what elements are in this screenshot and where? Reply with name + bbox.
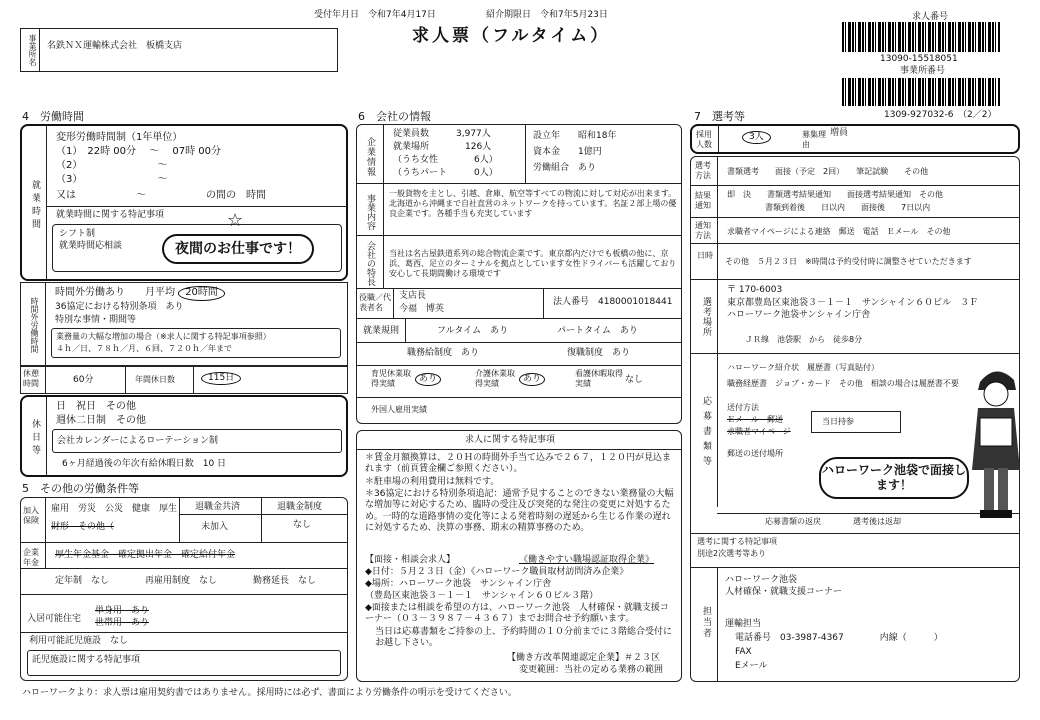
childcare-leave: あり xyxy=(415,373,441,386)
annual-holidays-label: 年間休日数 xyxy=(135,375,175,384)
work-hours-box xyxy=(20,124,348,281)
housing-family: 世帯用 あり xyxy=(95,618,150,628)
bring-box xyxy=(811,411,901,433)
date-label: 日時 xyxy=(697,251,713,260)
parttime-employees: （うちパート 0人） xyxy=(393,168,498,178)
labor-union: 労働組合 あり xyxy=(533,163,597,173)
special-note-11: 変更範囲：当社の定める業務の範囲 xyxy=(519,665,664,675)
employees: 従業員数 3,977人 xyxy=(393,129,491,139)
overtime-label: 時間外労働時間 xyxy=(30,297,39,353)
holiday-label: 休日等 xyxy=(30,418,40,458)
housing-label: 入居可能住宅 xyxy=(27,614,82,624)
business-description: 一般貨物を主とし、引越、倉庫、航空等すべての物流に対して対応が出来ます。北海道から沖縄まで自社直営のネットワークを持っています。名証２部上場の優良企業です。各種手当も充実しています xyxy=(389,189,677,218)
address-2: ハローワーク池袋サンシャイン庁舎 xyxy=(727,310,871,320)
interview-bubble: ハローワーク池袋で面接します！ xyxy=(819,457,969,499)
features-label: 会社の特長 xyxy=(365,240,375,286)
section4-title: 4 労働時間 xyxy=(22,110,84,123)
representative-name: 今福 博英 xyxy=(399,304,445,314)
special-note-9: 当日は応募書類をご持参の上、予約時間の１０分前までに３階総合受付にお越し下さい。 xyxy=(375,627,673,649)
special-note-2: ＊駐車場の利用費用は無料です。 xyxy=(365,477,500,487)
retirement-system-label: 退職金制度 xyxy=(277,502,323,512)
shift-or: 又は ～ の間の 時間 xyxy=(56,190,266,201)
workplace-employees: 就業場所 126人 xyxy=(393,142,492,152)
representative-title: 支店長 xyxy=(399,291,427,301)
docs-1: ハローワーク紹介状 履歴書（写真貼付） xyxy=(727,363,879,372)
housing-single: 単身用 あり xyxy=(95,606,150,616)
docs-return: 応募書類の返戻 選考後は返却 xyxy=(765,517,901,526)
overtime-hours: 20時間 xyxy=(178,286,225,301)
pension-items: 厚生年金基金 確定拠出年金 確定給付年金 xyxy=(55,550,236,560)
shift-3: （3） ～ xyxy=(56,174,168,185)
send-label: 送付方法 xyxy=(727,403,759,412)
special-note-8: ◆面接または相談を希望の方は、ハローワーク池袋 人材確保・就職支援コーナー（０３－３９８７－４３６７）までお問合せ予約願います。 xyxy=(365,603,669,625)
shift-2: （2） ～ xyxy=(56,160,168,171)
break-value: 60分 xyxy=(73,375,94,385)
night-work-bubble: 夜間のお仕事です！ xyxy=(162,234,314,264)
holiday-2: 週休二日制 その他 xyxy=(56,415,146,426)
send-1: Ｅメール 郵送 xyxy=(727,415,783,424)
facility-special: 託児施設に関する特記事項 xyxy=(32,655,141,665)
retirement-age: 定年制 なし 再雇用制度 なし 勤務延長 なし xyxy=(55,576,317,586)
selection-method: 書類選考 面接（予定 2回） 筆記試験 その他 xyxy=(727,167,929,176)
result-1: 即 決 書類選考結果通知 面接選考結果通知 その他 xyxy=(727,190,943,199)
post-address: 郵送の送付場所 xyxy=(727,449,783,458)
footer-note: ハローワークより：求人票は雇用契約書ではありません。採用時には必ず、書面により労働条件の明示を受けてください。 xyxy=(22,688,517,698)
overtime-box-1: 業務量の大幅な増加の場合（※求人に関する特記事項参照） xyxy=(56,332,271,341)
variable-hours: 変形労働時間制（1年単位） xyxy=(56,132,183,143)
special-note-1: ＊賃金月額換算は、２０Ｈの時間外手当て込みで２６７，１２０円が見込まれます（前頁賃金欄ご参照ください）。 xyxy=(365,453,672,475)
founded-year: 設立年 昭和18年 xyxy=(533,131,617,141)
special-note-4b: 《働きやすい職場認証取得企業》 xyxy=(519,555,655,565)
corporate-number: 法人番号 4180001018441 xyxy=(553,297,673,307)
business-label: 事業内容 xyxy=(365,194,375,230)
overtime-box xyxy=(20,282,348,366)
special-note-7: （豊島区東池袋３－１－１ サンシャイン６０ビル３階） xyxy=(365,591,599,601)
nursing-leave: なし xyxy=(625,375,644,385)
special-note-10: 【働き方改革関連認定企業】＃２３区 xyxy=(507,653,661,663)
result-label: 結果通知 xyxy=(695,191,711,210)
hours-special-label: 就業時間に関する特記事項 xyxy=(56,210,165,220)
overtime-special-box xyxy=(51,328,341,358)
postal-code: 〒 170-6003 xyxy=(727,285,783,295)
staff: 運輸担当 xyxy=(725,619,762,629)
holiday-special-box xyxy=(52,429,342,453)
shift-1: （1） 22時 00分 ～ 07時 00分 xyxy=(56,146,221,157)
overtime-box-2: ４ｈ／日、７８ｈ／月、６回、７２０ｈ／年まで xyxy=(56,344,232,353)
nursing-leave-label: 看護休暇取得実績 xyxy=(575,369,623,388)
notify-method: 求職者マイページによる連絡 郵送 電話 Ｅメール その他 xyxy=(727,227,951,236)
docs-2: 職務経歴書 ジョブ・カード その他 相談の場合は履歴書不要 xyxy=(727,379,959,388)
work-rules-full: フルタイム あり xyxy=(437,326,509,336)
selection-special-label: 選考に関する特記事項 xyxy=(697,537,777,546)
childcare-leave-label: 育児休業取得実績 xyxy=(371,369,411,388)
office-number-label: 事業所番号 xyxy=(900,66,946,76)
overtime-36: 36協定における特別条項 あり xyxy=(55,302,184,312)
page-title: 求人票（フルタイム） xyxy=(412,26,611,46)
facility-special-box xyxy=(27,650,341,676)
company-name-box xyxy=(20,28,338,72)
section5-title: 5 その他の労働条件等 xyxy=(22,482,139,495)
pension-label: 企業年金 xyxy=(23,548,39,567)
holiday-box xyxy=(20,395,348,477)
hours-special-1: シフト制 xyxy=(59,229,96,239)
break-label: 休憩時間 xyxy=(23,369,39,388)
reason: 増員 xyxy=(830,128,849,138)
method-label: 選考方法 xyxy=(695,161,711,180)
insurance-label: 加入保険 xyxy=(23,506,39,525)
insurance-items: 雇用 労災 公災 健康 厚生 xyxy=(51,504,178,514)
access: ＪＲ線 池袋駅 から 徒歩8分 xyxy=(745,335,863,344)
duty-pay-system: 職務給制度 あり xyxy=(407,348,480,358)
phone: 電話番号 03-3987-4367 内線（ ） xyxy=(735,633,943,643)
staff-illustration xyxy=(966,360,1026,526)
docs-label: 応募書類等 xyxy=(701,395,711,471)
special-note-5: ◆日付：５月２３日（金）《ハローワーク職員取材訪問済み企業》 xyxy=(365,567,629,577)
job-number-barcode xyxy=(842,22,1000,52)
work-rules-label: 就業規則 xyxy=(363,326,400,336)
office-section: 人材確保・就職支援コーナー xyxy=(725,587,843,597)
bring-in-person: 当日持参 xyxy=(822,417,854,426)
office-name: ハローワーク池袋 xyxy=(725,575,798,585)
star-icon: ☆ xyxy=(227,210,244,231)
special-note-4: 【面接・相談会求人】 xyxy=(365,555,456,565)
hire-count-box xyxy=(690,124,1020,154)
result-2: 書類到着後 日以内 面接後 7日以内 xyxy=(765,203,931,212)
email: Eメール xyxy=(735,661,768,671)
expiry-date: 紹介期限日 令和7年5月23日 xyxy=(486,10,608,20)
company-info-box xyxy=(356,124,682,424)
capital: 資本金 1億円 xyxy=(533,147,602,157)
company-features: 当社は名古屋鉄道系列の総合物流企業です。東京都内だけでも板橋の他に、京浜、葛西、足立のターミナルを拠点としています女性ドライバーも活躍しており安心して長期間働ける環境です xyxy=(389,249,677,278)
job-number: 13090-15518051 xyxy=(880,54,958,64)
special-note-6: ◆場所：ハローワーク池袋 サンシャイン庁舎 xyxy=(365,579,552,589)
retirement-mutual-value: 未加入 xyxy=(201,522,229,532)
notify-label: 通知方法 xyxy=(695,221,711,240)
overtime-line: 時間外労働あり 月平均 20時間 xyxy=(55,286,225,301)
section7-title: 7 選考等 xyxy=(694,110,745,123)
reason-label: 募集理由 xyxy=(802,130,826,149)
received-date: 受付年月日 令和7年4月17日 xyxy=(314,10,436,20)
charge-label: 担当者 xyxy=(701,605,711,639)
annual-holidays: 115日 xyxy=(201,372,241,385)
special-notes-box xyxy=(356,430,682,682)
shift-label: 就業時間 xyxy=(30,180,40,232)
address-1: 東京都豊島区東池袋３－１－１ サンシャイン６０ビル ３Ｆ xyxy=(727,298,979,308)
other-conditions-box xyxy=(20,497,348,681)
overtime-special: 特別な事情・期間等 xyxy=(55,315,137,325)
care-leave-label: 介護休業取得実績 xyxy=(475,369,515,388)
retirement-mutual-label: 退職金共済 xyxy=(195,502,241,512)
section6-title: 6 会社の情報 xyxy=(358,110,431,123)
care-leave: あり xyxy=(519,373,545,386)
company-name: 名鉄ＮＸ運輸株式会社 板橋支店 xyxy=(47,41,183,51)
selection-date: その他 ５月２３日 ※時間は予約受付時に調整させていただきます xyxy=(725,257,972,266)
company-info-label: 企業情報 xyxy=(365,137,375,177)
return-system: 復職制度 あり xyxy=(567,348,631,358)
selection-special: 別途2次選考等あり xyxy=(697,549,767,558)
place-label: 選考場所 xyxy=(701,297,711,337)
insurance-other: 財形 その他（ xyxy=(51,522,115,532)
representative-label: 役職／代表者名 xyxy=(359,293,391,312)
holiday-1: 日 祝日 その他 xyxy=(56,401,136,412)
foreign-employment: 外国人雇用実績 xyxy=(371,405,427,414)
paid-leave: 6ヶ月経過後の年次有給休暇日数 10 日 xyxy=(62,459,227,469)
company-label: 事業所名 xyxy=(28,34,37,66)
retirement-system-value: なし xyxy=(293,520,312,530)
childcare-facility: 利用可能託児施設 なし xyxy=(29,636,129,646)
holiday-special: 会社カレンダーによるローテーション制 xyxy=(57,436,219,446)
special-notes-title: 求人に関する特記事項 xyxy=(465,435,556,445)
annual-holidays-value xyxy=(201,372,241,385)
send-2: 求職者マイページ xyxy=(727,427,791,436)
break-box xyxy=(20,366,348,394)
women-employees: （うち女性 6人） xyxy=(393,155,498,165)
job-number-label: 求人番号 xyxy=(912,12,949,22)
fax: FAX xyxy=(735,647,752,657)
office-number-barcode xyxy=(842,78,1000,106)
work-rules-part: パートタイム あり xyxy=(557,326,638,336)
special-note-3: ＊36協定における特別条項追記：通常予見することのできない業務量の大幅な増加等に対応するため、臨時の受注及び突発的な発注の変更に対処するため。一時的な道路事情の変化等による発着時刻の遅延から生じる作業の遅れに対処するため、決算の事務、期末の精算事務のため。 xyxy=(365,489,674,533)
office-number: 1309-927032-6 （2／2） xyxy=(884,110,997,120)
hours-special-2: 就業時間応相談 xyxy=(59,241,123,251)
hire-count-label: 採用人数 xyxy=(696,130,712,149)
hire-count: 3人 xyxy=(742,131,771,144)
